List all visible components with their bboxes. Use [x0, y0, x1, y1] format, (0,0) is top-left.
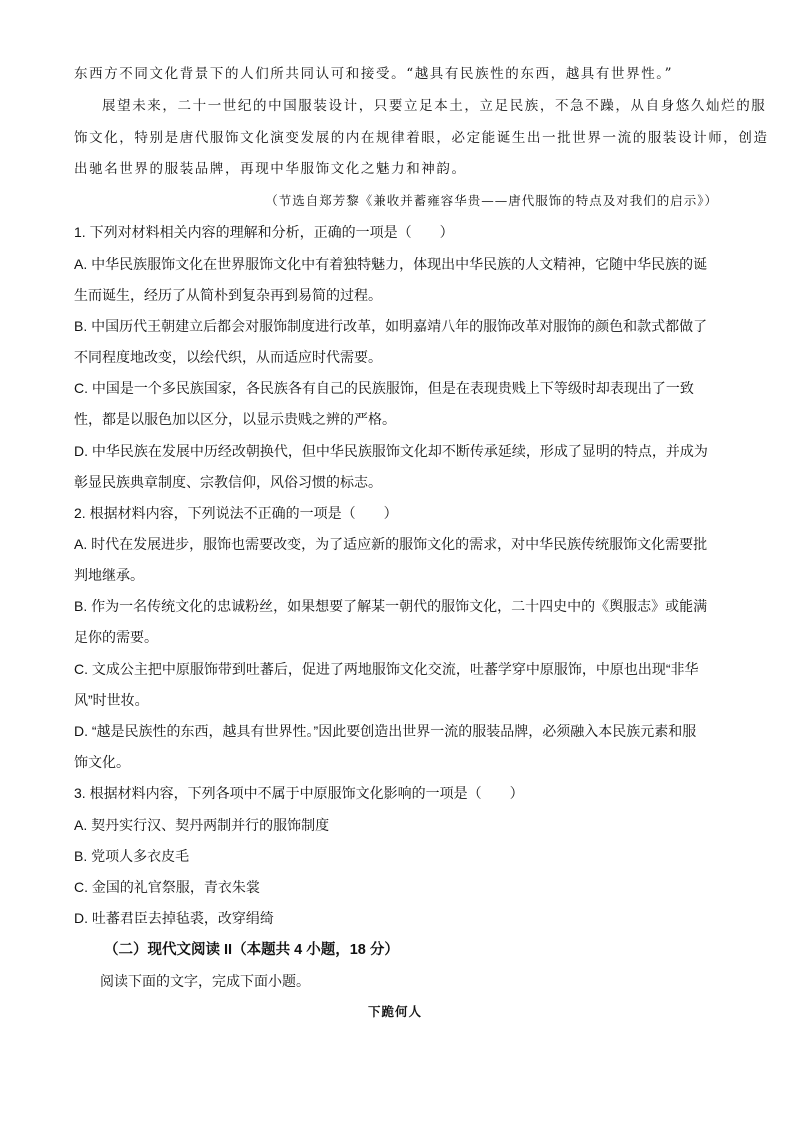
q2-option-a-line2: 判地继承。 [74, 567, 144, 583]
passage-p2-line3: 出驰名世界的服装品牌，再现中华服饰文化之魅力和神韵。 [74, 161, 467, 177]
passage-p2-line1: 展望未来，二十一世纪的中国服装设计，只要立足本土，立足民族，不急不躁，从自身悠久灿烂的服 [102, 98, 767, 114]
section-heading: （二）现代文阅读 II（本题共 4 小题，18 分） [104, 942, 399, 958]
q1-option-c-line2: 性，都是以服色加以区分，以显示贵贱之辨的严格。 [74, 411, 396, 427]
passage-p1-line1: 东西方不同文化背景下的人们所共同认可和接受。“越具有民族性的东西，越具有世界性。” [74, 66, 674, 82]
passage-source: （节选自郑芳黎《兼收并蓄雍容华贵——唐代服饰的特点及对我们的启示》） [265, 193, 718, 208]
q2-option-d-line1: D. “越是民族性的东西，越具有世界性。”因此要创造出世界一流的服装品牌，必须融入本民族元素和服 [74, 723, 697, 739]
question-2-stem: 2. 根据材料内容，下列说法不正确的一项是（ ） [74, 505, 398, 521]
story-title: 下跪何人 [368, 1004, 423, 1019]
q1-option-d-line1: D. 中华民族在发展中历经改朝换代，但中华民族服饰文化却不断传承延续，形成了显明的特点，并成为 [74, 443, 708, 459]
question-1-stem: 1. 下列对材料相关内容的理解和分析，正确的一项是（ ） [74, 224, 454, 240]
passage-p2-line2: 饰文化，特别是唐代服饰文化演变发展的内在规律着眼，必定能诞生出一批世界一流的服装设计师，创造 [74, 130, 769, 146]
q2-option-b-line1: B. 作为一名传统文化的忠诚粉丝，如果想要了解某一朝代的服饰文化，二十四史中的《舆服志》或能满 [74, 598, 708, 614]
q1-option-d-line2: 彰显民族典章制度、宗教信仰，风俗习惯的标志。 [74, 474, 382, 490]
q2-option-b-line2: 足你的需要。 [74, 629, 158, 645]
q3-option-c: C. 金国的礼官祭服，青衣朱裳 [74, 879, 260, 895]
q3-option-d: D. 吐蕃君臣去掉毡裘，改穿绢绮 [74, 910, 274, 926]
q3-option-b: B. 党项人多衣皮毛 [74, 848, 190, 864]
q1-option-b-line2: 不同程度地改变，以绘代织，从而适应时代需要。 [74, 349, 382, 365]
q1-option-a-line1: A. 中华民族服饰文化在世界服饰文化中有着独特魅力，体现出中华民族的人文精神，它随中华民族的诞 [74, 256, 708, 272]
q3-option-a: A. 契丹实行汉、契丹两制并行的服饰制度 [74, 817, 330, 833]
q2-option-c-line1: C. 文成公主把中原服饰带到吐蕃后，促进了两地服饰文化交流，吐蕃学穿中原服饰，中原也出现“非华 [74, 661, 699, 677]
q1-option-a-line2: 生而诞生，经历了从简朴到复杂再到易简的过程。 [74, 287, 382, 303]
q2-option-d-line2: 饰文化。 [74, 754, 130, 770]
section-instruction: 阅读下面的文字，完成下面小题。 [100, 973, 310, 989]
q1-option-b-line1: B. 中国历代王朝建立后都会对服饰制度进行改革，如明嘉靖八年的服饰改革对服饰的颜色和款式都做了 [74, 318, 708, 334]
q2-option-a-line1: A. 时代在发展进步，服饰也需要改变，为了适应新的服饰文化的需求，对中华民族传统服饰文化需要批 [74, 536, 708, 552]
question-3-stem: 3. 根据材料内容，下列各项中不属于中原服饰文化影响的一项是（ ） [74, 785, 524, 801]
q2-option-c-line2: 风”时世妆。 [74, 692, 149, 708]
q1-option-c-line1: C. 中国是一个多民族国家，各民族各有自己的民族服饰，但是在表现贵贱上下等级时却表现出了一致 [74, 380, 694, 396]
